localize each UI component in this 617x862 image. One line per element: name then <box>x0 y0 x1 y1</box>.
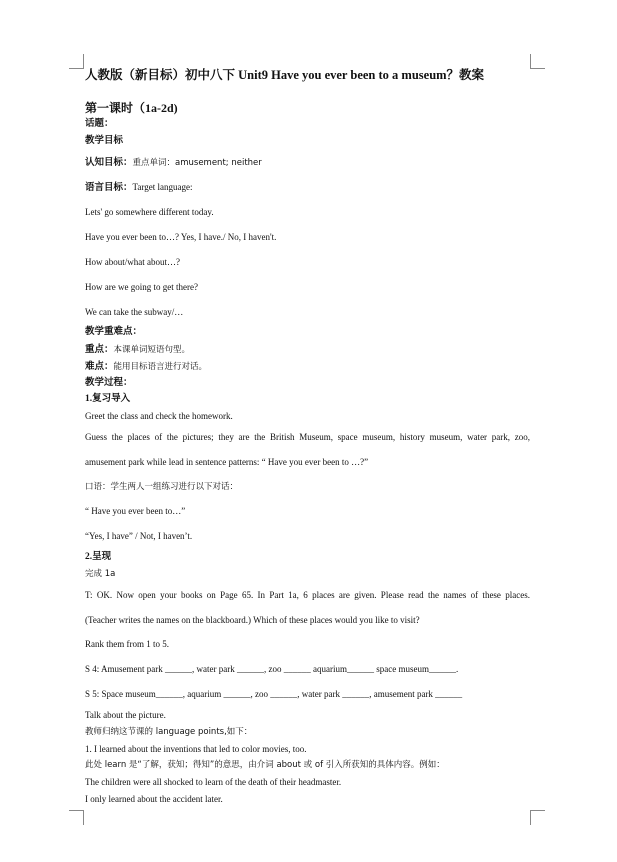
key-point <box>85 343 190 356</box>
step2-line: 此处 learn 是“了解，获知；得知”的意思，由介词 about 或 of 引入所获知的具体内容。例如： <box>85 760 445 770</box>
step1-line: “Yes, I have” / Not, I haven’t. <box>85 531 193 541</box>
language-goal <box>85 181 192 194</box>
crop-mark-bottom-right <box>530 810 545 825</box>
step2-line: Rank them from 1 to 5. <box>85 639 169 649</box>
key-point-text: 本课单词短语句型。 <box>113 345 191 355</box>
difficult-point-text: 能用目标语言进行对话。 <box>113 362 208 372</box>
difficult-point <box>85 360 207 373</box>
step2-heading: 2.呈现 <box>85 552 112 562</box>
goals-heading: 教学目标 <box>85 136 124 146</box>
step2-line: 1. I learned about the inventions that led to color movies, too. <box>85 744 307 754</box>
step2-line: (Teacher writes the names on the blackboard.) Which of these places would you like to visit? <box>85 615 420 625</box>
target-sentence: We can take the subway/… <box>85 307 184 317</box>
target-sentence: How are we going to get there? <box>85 282 198 292</box>
step1-line: amusement park while lead in sentence patterns: “ Have you ever been to …?” <box>85 457 369 467</box>
process-heading: 教学过程： <box>85 378 133 388</box>
cognitive-goal-text: 重点单词：amusement; neither <box>132 158 262 168</box>
step1-line: Guess the places of the pictures; they are the British Museum, space museum, history museum, water park, zoo, <box>85 432 530 442</box>
lesson-heading: 第一课时（1a-2d) <box>85 101 178 115</box>
target-sentence: How about/what about…? <box>85 257 180 267</box>
step2-line: Talk about the picture. <box>85 710 166 720</box>
step2-line: I only learned about the accident later. <box>85 794 223 804</box>
language-goal-label: 语言目标： <box>85 183 133 193</box>
difficult-point-label: 难点： <box>85 362 114 372</box>
key-difficult-heading: 教学重难点： <box>85 327 143 337</box>
cognitive-goal <box>85 156 262 169</box>
target-sentence: Lets' go somewhere different today. <box>85 207 214 217</box>
language-goal-text: Target language: <box>132 182 193 192</box>
topic-label: 话题： <box>85 119 114 129</box>
step1-line: 口语：学生两人一组练习进行以下对话： <box>85 482 239 492</box>
crop-mark-top-right <box>530 54 545 69</box>
document-title: 人教版（新目标）初中八下 Unit9 Have you ever been to a museum？教案 <box>85 68 485 82</box>
crop-mark-top-left <box>69 54 84 69</box>
step1-line: Greet the class and check the homework. <box>85 411 233 421</box>
step1-line: “ Have you ever been to…” <box>85 506 186 516</box>
step2-line: S 4: Amusement park ______, water park ______, zoo ______ aquarium______ space museum______. <box>85 664 459 674</box>
step2-line: 完成 1a <box>85 569 116 579</box>
step2-line: The children were all shocked to learn of the death of their headmaster. <box>85 777 342 787</box>
step2-line: T: OK. Now open your books on Page 65. In Part 1a, 6 places are given. Please read the names of these places. <box>85 590 530 600</box>
key-point-label: 重点： <box>85 345 114 355</box>
step2-line: S 5: Space museum______, aquarium ______, zoo ______, water park ______, amusement park ______ <box>85 689 463 699</box>
crop-mark-bottom-left <box>69 810 84 825</box>
cognitive-goal-label: 认知目标： <box>85 158 133 168</box>
step1-heading: 1.复习导入 <box>85 394 131 404</box>
step2-line: 教师归纳这节课的 language points,如下： <box>85 727 253 737</box>
target-sentence: Have you ever been to…? Yes, I have./ No, I haven't. <box>85 232 277 242</box>
